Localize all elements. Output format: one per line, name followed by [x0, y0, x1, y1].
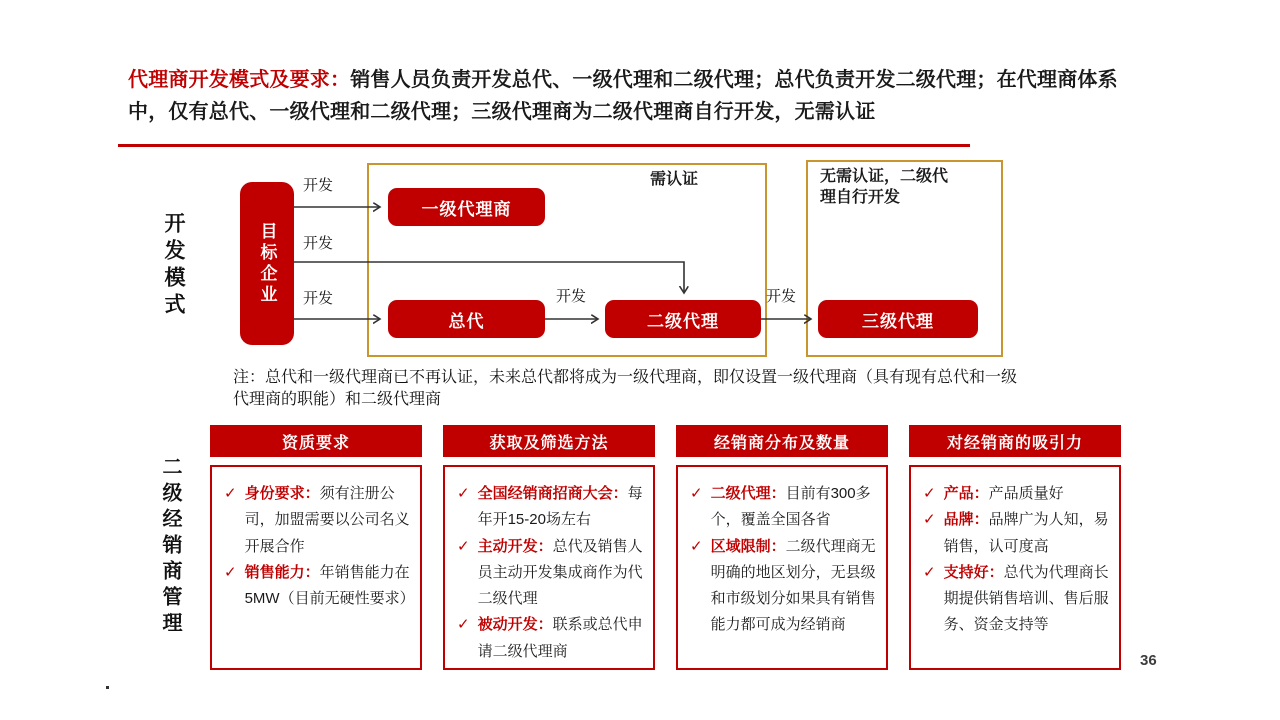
check-icon: ✓ — [923, 485, 936, 502]
check-icon: ✓ — [224, 563, 237, 581]
bullet-text: 主动开发：总代及销售人员主动开发集成商作为代二级代理 — [477, 537, 643, 607]
bullet-text: 销售能力：年销售能力在5MW（目前无硬性要求） — [244, 563, 415, 607]
check-icon: ✓ — [923, 511, 936, 529]
bullet-text: 被动开发：联系或总代申请二级代理商 — [477, 616, 643, 660]
bullet-text: 身份要求：须有注册公司，加盟需要以公司名义开展合作 — [244, 485, 410, 555]
column-attractiveness — [909, 425, 1121, 670]
diagram-note: 注：总代和一级代理商已不再认证，未来总代都将成为一级代理商，即仅设置一级代理商（具有现有总代和一级代理商的职能）和二级代理商 — [233, 369, 1018, 409]
bullet-item — [923, 481, 1111, 507]
bullet-item — [224, 560, 415, 613]
node-level2-agent: 二级代理 — [605, 300, 761, 338]
column-body — [210, 465, 422, 670]
node-target-company: 目标企业 — [240, 182, 294, 345]
slide-title-body: 销售人员负责开发总代、一级代理和二级代理；总代负责开发二级代理；在代理商体系中，仅有总代、一级代理和二级代理；三级代理商为二级代理商自行开发，无需认证 — [128, 69, 1118, 123]
arrow-label-develop: 开发 — [303, 177, 334, 194]
arrow-label-develop: 开发 — [303, 290, 334, 307]
check-icon: ✓ — [923, 563, 936, 581]
bullet-item — [224, 481, 412, 560]
page-number: 36 — [1140, 652, 1157, 669]
check-icon: ✓ — [457, 616, 470, 634]
column-header: 对经销商的吸引力 — [909, 425, 1121, 457]
arrow-label-develop: 开发 — [303, 235, 334, 252]
bullet-item — [690, 534, 878, 639]
column-body — [676, 465, 888, 670]
column-body — [443, 465, 655, 670]
uncertified-zone-label: 无需认证，二级代理自行开发 — [820, 168, 949, 206]
bullet-item — [457, 612, 645, 665]
check-icon: ✓ — [457, 485, 470, 502]
arrow-label-develop: 开发 — [766, 288, 797, 305]
check-icon: ✓ — [690, 537, 703, 555]
bullet-text: 二级代理：目前有300多个，覆盖全国各省 — [710, 485, 871, 529]
check-icon: ✓ — [690, 485, 703, 502]
bullet-text: 品牌：品牌广为人知，易销售，认可度高 — [943, 511, 1109, 555]
node-level3-agent: 三级代理 — [818, 300, 978, 338]
node-general-agent: 总代 — [388, 300, 545, 338]
stray-dot — [106, 686, 109, 689]
column-header: 经销商分布及数量 — [676, 425, 888, 457]
title-underline — [118, 144, 970, 147]
check-icon: ✓ — [224, 485, 237, 502]
column-body — [909, 465, 1121, 670]
certified-zone-label: 需认证 — [650, 171, 699, 188]
bullet-item — [923, 507, 1111, 560]
section-label-dealer-management: 二级经销商管理 — [159, 456, 181, 638]
bullet-item — [457, 481, 645, 534]
bullet-item — [457, 534, 645, 613]
column-header: 获取及筛选方法 — [443, 425, 655, 457]
arrow-label-develop: 开发 — [556, 288, 587, 305]
bullet-text: 全国经销商招商大会：每年开15-20场左右 — [477, 485, 643, 529]
column-qualification — [210, 425, 422, 670]
bullet-text: 支持好：总代为代理商长期提供销售培训、售后服务、资金支持等 — [943, 563, 1109, 634]
column-header: 资质要求 — [210, 425, 422, 457]
bullet-text: 产品：产品质量好 — [943, 485, 1064, 502]
bullet-item — [690, 481, 878, 534]
column-distribution — [676, 425, 888, 670]
slide-title — [128, 64, 1123, 128]
check-icon: ✓ — [457, 537, 470, 555]
bullet-item — [923, 560, 1111, 639]
slide-title-lead: 代理商开发模式及要求： — [128, 69, 351, 91]
node-level1-agent: 一级代理商 — [388, 188, 545, 226]
section-label-dev-model: 开发模式 — [162, 212, 185, 320]
column-acquisition — [443, 425, 655, 670]
bullet-text: 区域限制：二级代理商无明确的地区划分，无县级和市级划分如果具有销售能力都可成为经销商 — [710, 537, 876, 634]
